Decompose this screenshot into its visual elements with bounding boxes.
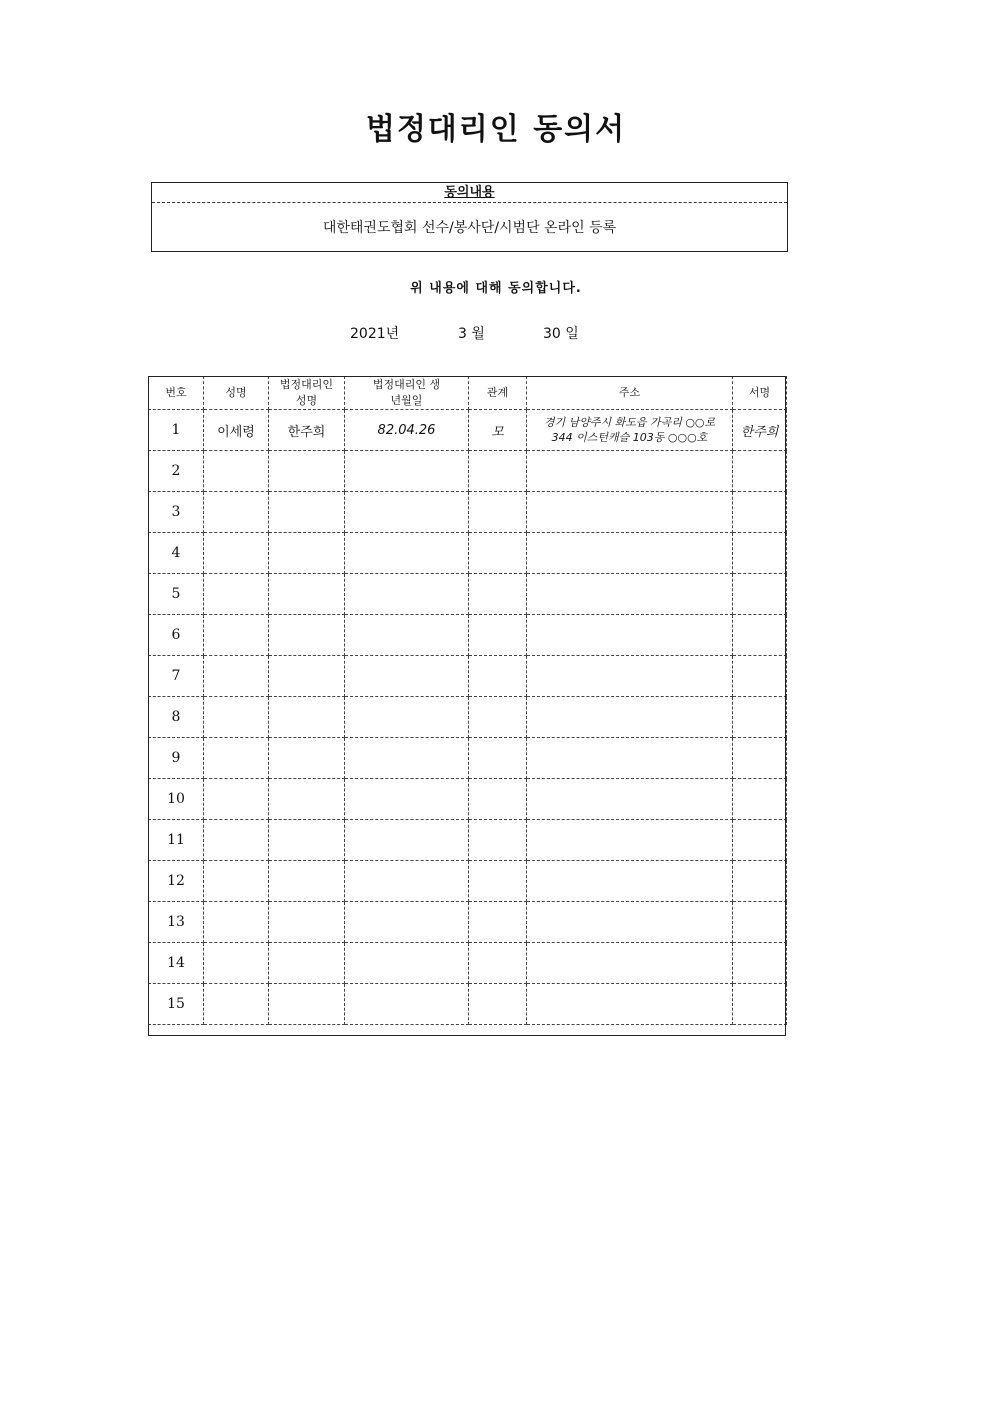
row-signature: 한주희 (733, 410, 787, 451)
row-signature (733, 697, 787, 738)
row-guardian-name (269, 820, 345, 861)
row-guardian-birth (345, 656, 469, 697)
row-address-line-2: 344 이스턴캐슬 103동 ○○○호 (551, 431, 708, 444)
row-guardian-name (269, 943, 345, 984)
row-name (204, 738, 269, 779)
row-relation (469, 738, 527, 779)
row-guardian-name (269, 779, 345, 820)
row-address (527, 697, 733, 738)
page-title: 법정대리인 동의서 (365, 112, 627, 147)
row-signature (733, 615, 787, 656)
consent-header (152, 183, 787, 203)
table-row (149, 697, 787, 738)
row-guardian-birth (345, 738, 469, 779)
row-address-line-1: 경기 남양주시 화도읍 가곡리 ○○로 (543, 416, 716, 429)
row-address (527, 984, 733, 1025)
row-guardian-birth (345, 533, 469, 574)
row-guardian-birth (345, 984, 469, 1025)
row-name (204, 615, 269, 656)
row-guardian-birth (345, 943, 469, 984)
consent-box (151, 182, 788, 252)
row-guardian-name (269, 492, 345, 533)
row-guardian-birth (345, 615, 469, 656)
row-signature (733, 738, 787, 779)
row-number: 3 (149, 492, 204, 533)
row-relation (469, 861, 527, 902)
row-guardian-name: 한주희 (269, 410, 345, 451)
header-guardian-name-label: 법정대리인 성명 (279, 378, 334, 407)
row-address (527, 820, 733, 861)
row-name (204, 984, 269, 1025)
row-name: 이세령 (204, 410, 269, 451)
row-signature (733, 656, 787, 697)
row-signature (733, 492, 787, 533)
header-relation: 관계 (469, 377, 527, 410)
row-name (204, 943, 269, 984)
row-number: 12 (149, 861, 204, 902)
header-number: 번호 (149, 377, 204, 410)
table-row (149, 533, 787, 574)
row-guardian-birth (345, 451, 469, 492)
row-address (527, 492, 733, 533)
table-row (149, 984, 787, 1025)
row-number: 14 (149, 943, 204, 984)
table-row (149, 738, 787, 779)
row-address (527, 902, 733, 943)
header-address: 주소 (527, 377, 733, 410)
date-month: 3 월 (458, 326, 485, 342)
row-relation: 모 (469, 410, 527, 451)
row-relation (469, 615, 527, 656)
table-header-row (149, 377, 787, 410)
row-guardian-birth (345, 492, 469, 533)
row-number: 15 (149, 984, 204, 1025)
row-guardian-birth (345, 779, 469, 820)
row-number: 10 (149, 779, 204, 820)
row-guardian-birth (345, 697, 469, 738)
row-guardian-birth (345, 861, 469, 902)
row-name (204, 779, 269, 820)
row-name (204, 861, 269, 902)
row-number: 13 (149, 902, 204, 943)
row-address (527, 615, 733, 656)
row-signature (733, 779, 787, 820)
row-guardian-name (269, 738, 345, 779)
row-number: 9 (149, 738, 204, 779)
date-year: 2021년 (350, 326, 400, 342)
agree-statement: 위 내용에 대해 동의합니다. (410, 281, 582, 296)
row-signature (733, 943, 787, 984)
table-row (149, 615, 787, 656)
row-relation (469, 656, 527, 697)
row-guardian-birth (345, 902, 469, 943)
row-guardian-name (269, 984, 345, 1025)
table-row (149, 902, 787, 943)
row-number: 7 (149, 656, 204, 697)
row-number: 6 (149, 615, 204, 656)
consent-body: 대한태권도협회 선수/봉사단/시범단 온라인 등록 (322, 220, 617, 236)
row-signature (733, 574, 787, 615)
row-guardian-birth (345, 820, 469, 861)
header-signature: 서명 (733, 377, 787, 410)
header-name: 성명 (204, 377, 269, 410)
row-name (204, 492, 269, 533)
row-number: 11 (149, 820, 204, 861)
consent-header-label: 동의내용 (444, 185, 495, 200)
table-row (149, 861, 787, 902)
row-relation (469, 492, 527, 533)
table-row (149, 451, 787, 492)
guardian-table (148, 376, 787, 1025)
header-guardian-name (269, 377, 345, 410)
row-address (527, 861, 733, 902)
row-guardian-name (269, 451, 345, 492)
row-relation (469, 451, 527, 492)
row-relation (469, 574, 527, 615)
row-address (527, 656, 733, 697)
row-signature (733, 820, 787, 861)
row-name (204, 574, 269, 615)
header-guardian-birth-label: 법정대리인 생년월일 (372, 378, 441, 407)
row-signature (733, 451, 787, 492)
row-number: 4 (149, 533, 204, 574)
row-name (204, 656, 269, 697)
row-number: 5 (149, 574, 204, 615)
row-guardian-name (269, 574, 345, 615)
row-relation (469, 697, 527, 738)
row-address (527, 738, 733, 779)
row-address (527, 410, 733, 451)
row-signature (733, 533, 787, 574)
row-guardian-birth: 82.04.26 (345, 410, 469, 451)
row-guardian-name (269, 656, 345, 697)
row-relation (469, 943, 527, 984)
row-name (204, 697, 269, 738)
table-row (149, 656, 787, 697)
row-guardian-name (269, 861, 345, 902)
table-row (149, 492, 787, 533)
row-name (204, 451, 269, 492)
row-address (527, 533, 733, 574)
row-relation (469, 984, 527, 1025)
table-row (149, 574, 787, 615)
row-guardian-birth (345, 574, 469, 615)
row-relation (469, 779, 527, 820)
row-name (204, 820, 269, 861)
row-guardian-name (269, 533, 345, 574)
row-guardian-name (269, 697, 345, 738)
row-relation (469, 820, 527, 861)
row-guardian-name (269, 615, 345, 656)
row-name (204, 533, 269, 574)
row-number: 2 (149, 451, 204, 492)
row-address (527, 779, 733, 820)
date-day: 30 일 (543, 326, 579, 342)
row-address (527, 574, 733, 615)
header-guardian-birth (345, 377, 469, 410)
row-number: 8 (149, 697, 204, 738)
row-name (204, 902, 269, 943)
row-address (527, 943, 733, 984)
row-number: 1 (149, 410, 204, 451)
row-relation (469, 902, 527, 943)
row-signature (733, 984, 787, 1025)
table-row (149, 820, 787, 861)
row-signature (733, 861, 787, 902)
row-relation (469, 533, 527, 574)
table-row (149, 943, 787, 984)
table-row (149, 779, 787, 820)
row-guardian-name (269, 902, 345, 943)
table-row (149, 410, 787, 451)
row-signature (733, 902, 787, 943)
row-address (527, 451, 733, 492)
